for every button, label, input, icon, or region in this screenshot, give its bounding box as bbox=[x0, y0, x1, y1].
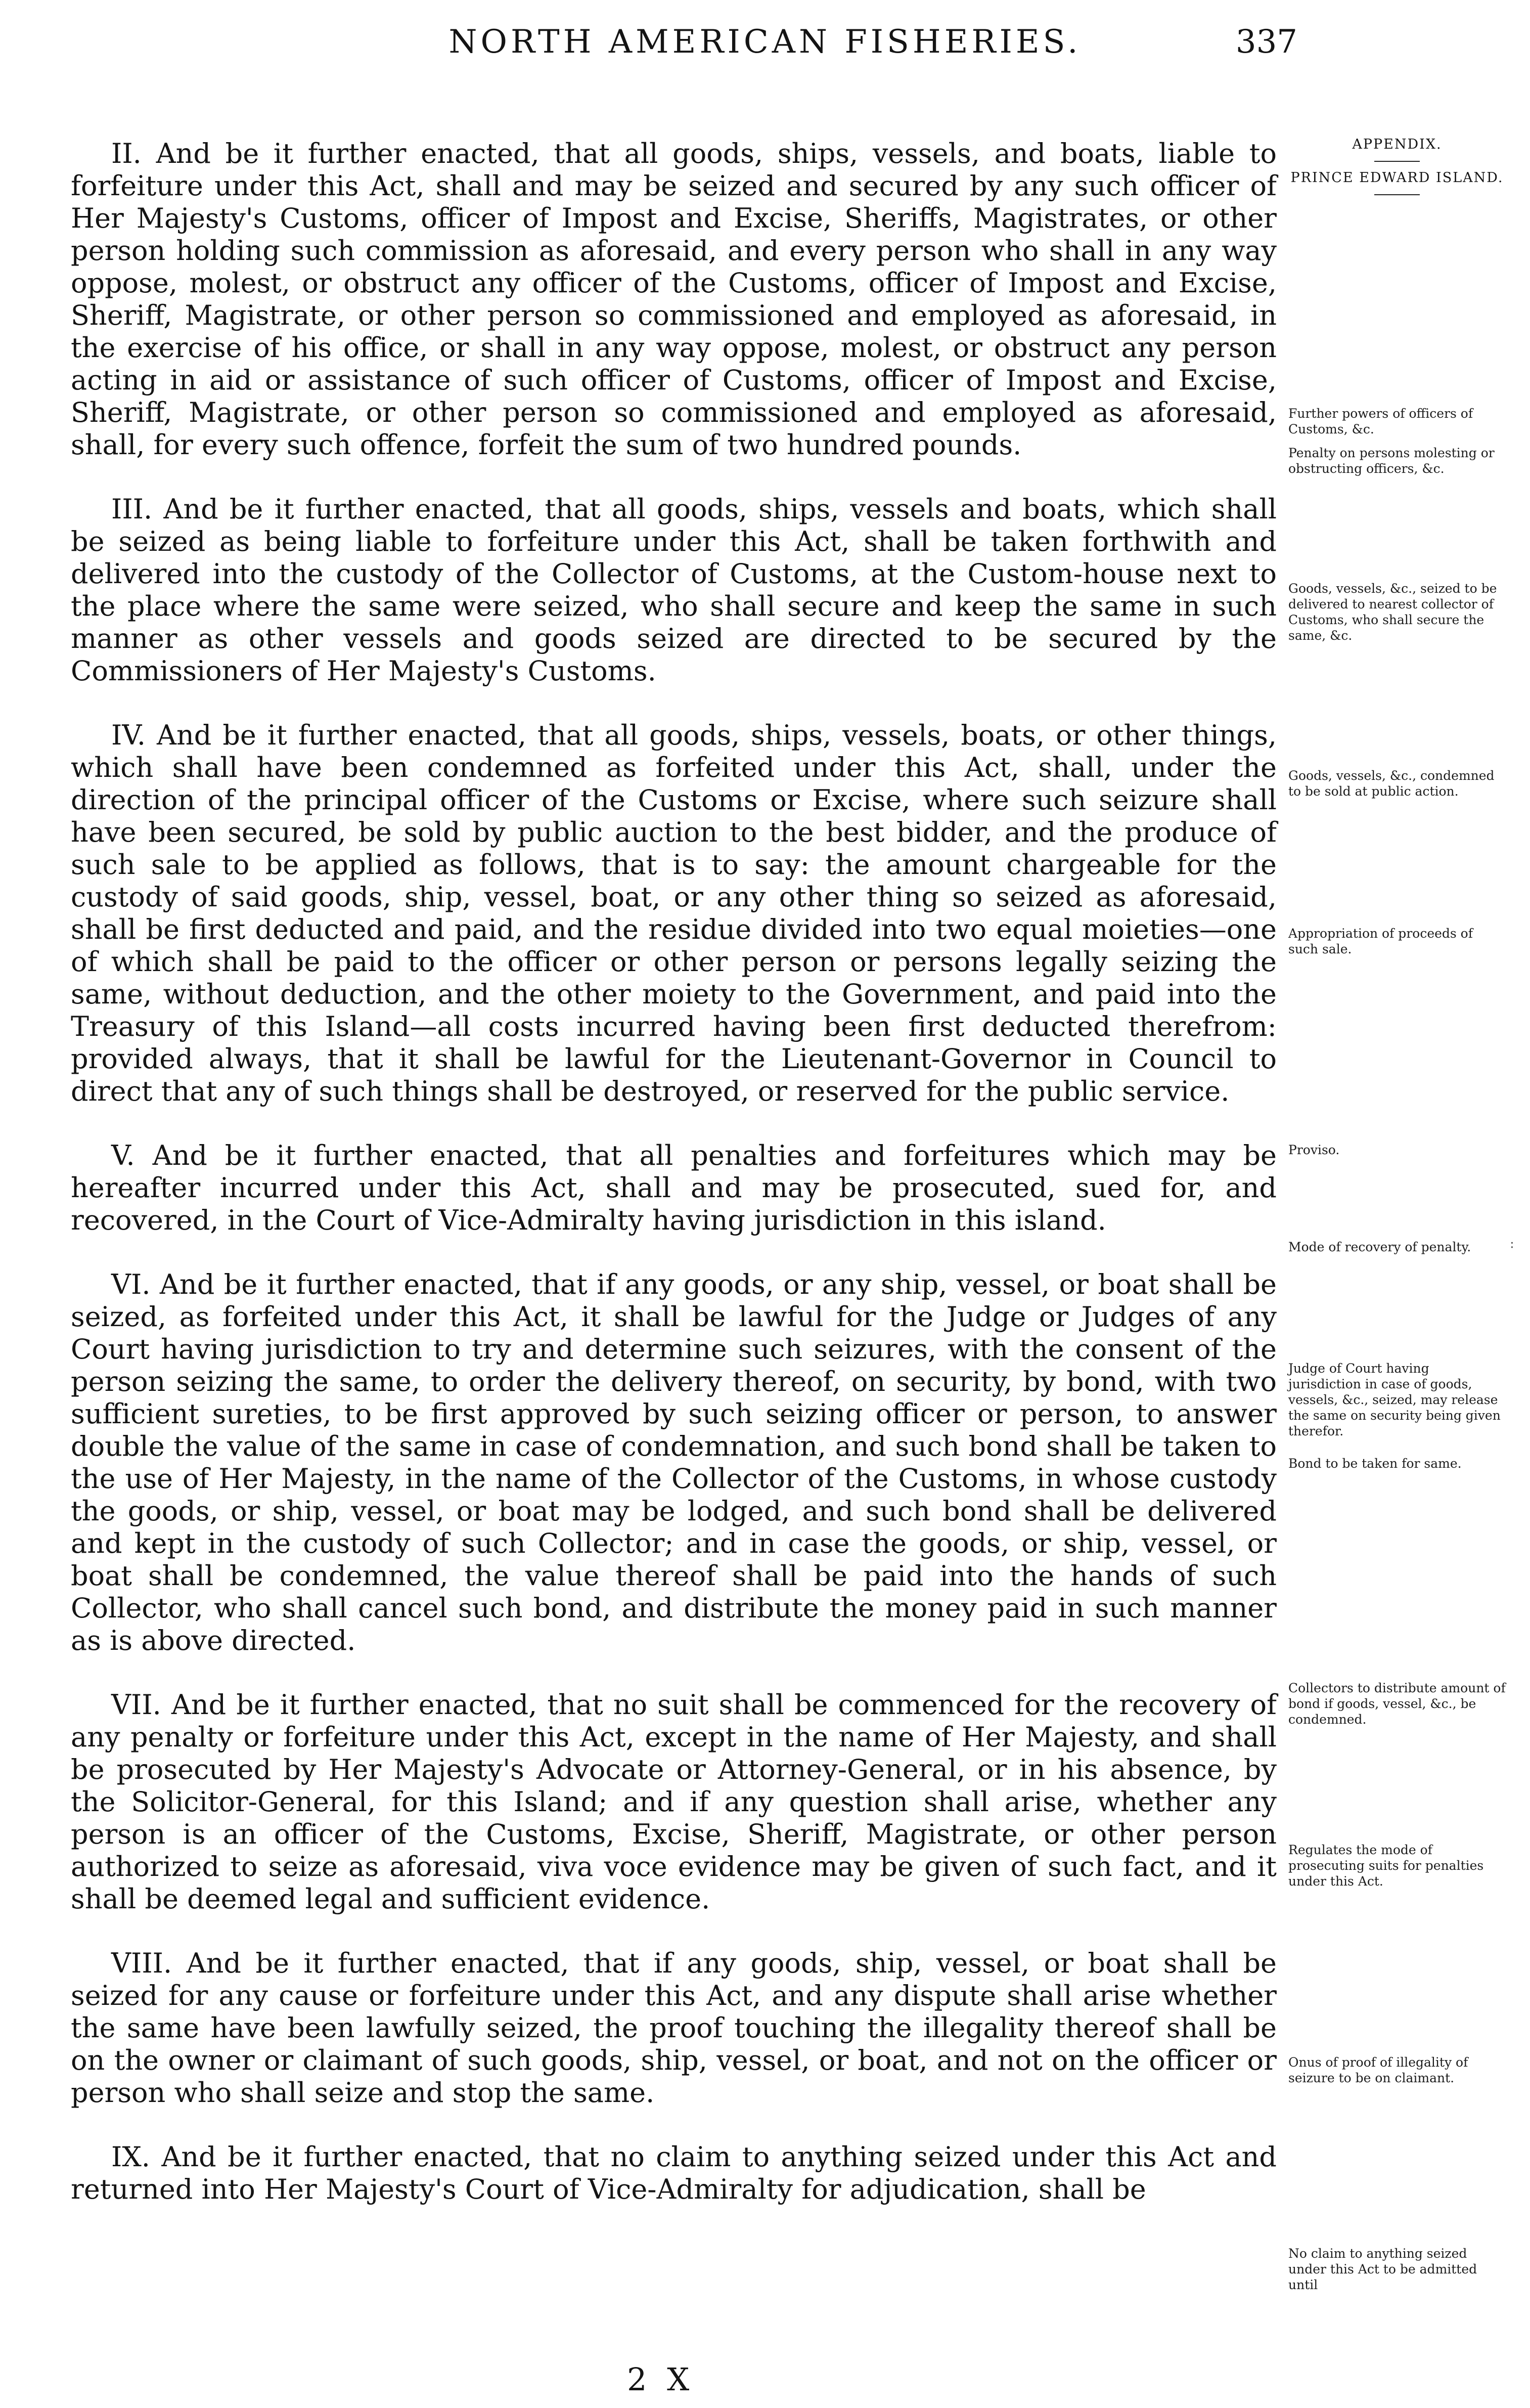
section-ix bbox=[71, 2141, 1277, 2206]
section-vii bbox=[71, 1689, 1277, 1915]
margin-note: Bond to be taken for same. bbox=[1288, 1456, 1462, 1471]
section-text: VI. And be it further enacted, that if any goods, or any ship, vessel, or boat shall be seized, as forfeited under this Act, it shall be lawful for the Judge or Judges of any Court having jurisdiction to try and determine such seizures, with the consent of the person seizing the same, to order the delivery thereof, on security, by bond, with two sufficient sureties, to be first approved by such seizing officer or person, to answer double the value of the same in case of condemnation, and such bond shall be taken to the use of Her Majesty, in the name of the Collector of the Customs, in whose custody the goods, or ship, vessel, or boat may be lodged, and such bond shall be delivered and kept in the custody of such Collector; and in case the goods, or ship, vessel, or boat shall be condemned, the value thereof shall be paid into the hands of such Collector, who shall cancel such bond, and distribute the money paid in such manner as is above directed. bbox=[71, 1268, 1277, 1656]
page-header bbox=[0, 23, 1530, 79]
running-title: NORTH AMERICAN FISHERIES. bbox=[448, 23, 1082, 61]
section-text: IX. And be it further enacted, that no claim to anything seized under this Act and returned into Her Majesty's Court of Vice-Admiralty for adjudication, shall be bbox=[71, 2141, 1277, 2205]
document-body bbox=[71, 138, 1277, 2238]
margin-note: Mode of recovery of penalty. bbox=[1288, 1240, 1471, 1254]
running-head-island: PRINCE EDWARD ISLAND. bbox=[1290, 170, 1504, 186]
section-text: III. And be it further enacted, that all goods, ships, vessels and boats, which shall be seized as being liable to forfeiture under this Act, shall be taken forthwith and delivered into the custody of the Collector of Customs, at the Custom-house next to the place where the same were seized, who shall secure and keep the same in such manner as other vessels and goods seized are directed to be secured by the Commissioners of Her Majesty's Customs. bbox=[71, 493, 1277, 687]
margin-note: Regulates the mode of prosecuting suits for penalties under this Act. bbox=[1288, 1843, 1484, 1889]
running-head-rule bbox=[1374, 161, 1420, 162]
section-iii bbox=[71, 493, 1277, 687]
margin-note: Collectors to distribute amount of bond if goods, vessel, &c., be condemned. bbox=[1288, 1681, 1506, 1727]
margin-note: Goods, vessels, &c., seized to be delivered to nearest collector of Customs, who shall secure the same, &c. bbox=[1288, 581, 1497, 643]
margin-note: Further powers of officers of Customs, &c. bbox=[1288, 406, 1473, 436]
margin-note: Proviso. bbox=[1288, 1143, 1340, 1157]
section-text: VII. And be it further enacted, that no suit shall be commenced for the recovery of any penalty or forfeiture under this Act, except in the name of Her Majesty, and shall be prosecuted by Her Majesty's Advocate or Attorney-General, or in his absence, by the Solicitor-General, for this Island; and if any question shall arise, whether any person is an officer of the Customs, Excise, Sheriff, Magistrate, or other person authorized to seize as aforesaid, viva voce evidence may be given of such fact, and it shall be deemed legal and sufficient evidence. bbox=[71, 1689, 1277, 1915]
section-ii bbox=[71, 138, 1277, 461]
margin-note: Appropriation of proceeds of such sale. bbox=[1288, 926, 1473, 956]
margin-note: Onus of proof of illegality of seizure to be on claimant. bbox=[1288, 2055, 1468, 2085]
margin-note: No claim to anything seized under this Act to be admitted until bbox=[1288, 2246, 1477, 2292]
margin-note: Penalty on persons molesting or obstructing officers, &c. bbox=[1288, 446, 1495, 476]
running-head-rule-lower bbox=[1374, 194, 1420, 195]
section-viii bbox=[71, 1947, 1277, 2109]
margin-running-head bbox=[1288, 136, 1506, 202]
section-vi bbox=[71, 1268, 1277, 1657]
section-iv bbox=[71, 719, 1277, 1108]
margin-note: Goods, vessels, &c., condemned to be sold at public action. bbox=[1288, 768, 1495, 799]
section-text: V. And be it further enacted, that all penalties and forfeitures which may be hereafter incurred under this Act, shall and may be prosecuted, sued for, and recovered, in the Court of Vice-Admiralty having jurisdiction in this island. bbox=[71, 1140, 1277, 1236]
signature-mark: 2 X bbox=[627, 2361, 695, 2398]
section-text: II. And be it further enacted, that all goods, ships, vessels, and boats, liable to forfeiture under this Act, shall and may be seized and secured by any such officer of Her Majesty's Customs, officer of Impost and Excise, Sheriffs, Magistrates, or other person holding such commission as aforesaid, and every person who shall in any way oppose, molest, or obstruct any officer of the Customs, officer of Impost and Excise, Sheriff, Magistrate, or other person so commissioned and employed as aforesaid, in the exercise of his office, or shall in any way oppose, molest, or obstruct any person acting in aid or assistance of such officer of Customs, officer of Impost and Excise, Sheriff, Magistrate, or other person so commissioned and employed as aforesaid, shall, for every such offence, forfeit the sum of two hundred pounds. bbox=[71, 138, 1277, 461]
margin-note: Judge of Court having jurisdiction in case of goods, vessels, &c., seized, may release the same on security being given therefor. bbox=[1288, 1361, 1501, 1438]
margin-mark: : bbox=[1510, 1236, 1514, 1251]
section-text: IV. And be it further enacted, that all goods, ships, vessels, boats, or other things, which shall have been condemned as forfeited under this Act, shall, under the direction of the principal officer of the Customs or Excise, where such seizure shall have been secured, be sold by public auction to the best bidder, and the produce of such sale to be applied as follows, that is to say: the amount chargeable for the custody of said goods, ship, vessel, boat, or any other thing so seized as aforesaid, shall be first deducted and paid, and the residue divided into two equal moieties—one of which shall be paid to the officer or other person or persons legally seizing the same, without deduction, and the other moiety to the Government, and paid into the Treasury of this Island—all costs incurred having been first deducted therefrom: provided always, that it shall be lawful for the Lieutenant-Governor in Council to direct that any of such things shall be destroyed, or reserved for the public service. bbox=[71, 719, 1277, 1107]
running-head-appendix: APPENDIX. bbox=[1352, 137, 1442, 152]
page-number: 337 bbox=[1235, 23, 1297, 61]
section-v bbox=[71, 1140, 1277, 1237]
section-text: VIII. And be it further enacted, that if any goods, ship, vessel, or boat shall be seized for any cause or forfeiture under this Act, and any dispute shall arise whether the same have been lawfully seized, the proof touching the illegality thereof shall be on the owner or claimant of such goods, ship, vessel, or boat, and not on the officer or person who shall seize and stop the same. bbox=[71, 1947, 1277, 2109]
